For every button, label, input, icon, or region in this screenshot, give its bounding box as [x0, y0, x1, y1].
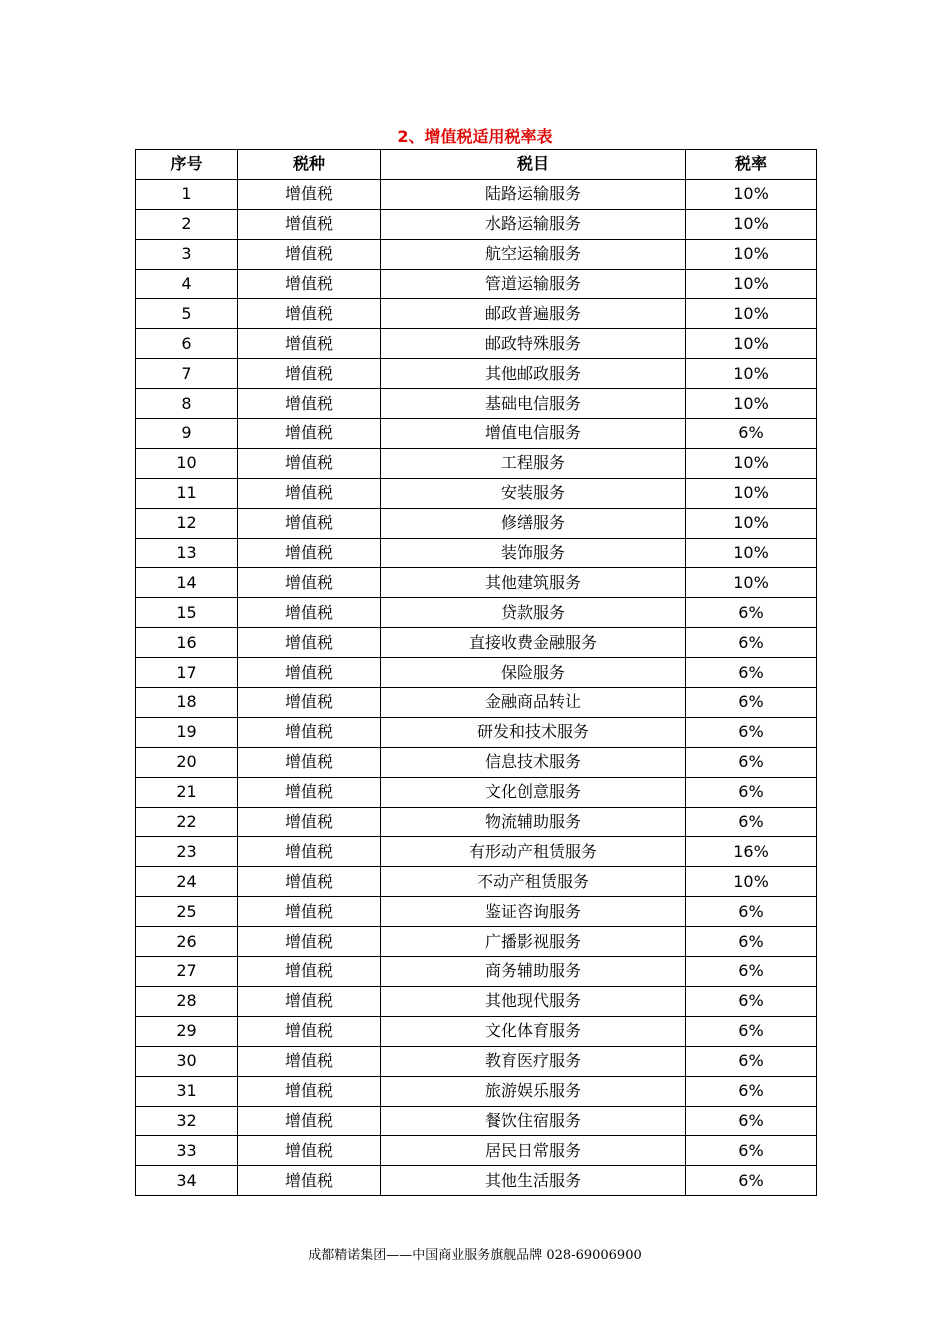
cell-tax-rate: 6%	[686, 658, 817, 688]
cell-tax-type: 增值税	[238, 1076, 381, 1106]
cell-index: 11	[136, 478, 238, 508]
cell-tax-rate: 6%	[686, 777, 817, 807]
cell-index: 4	[136, 269, 238, 299]
cell-index: 2	[136, 209, 238, 239]
cell-index: 10	[136, 448, 238, 478]
cell-index: 13	[136, 538, 238, 568]
table-body	[136, 179, 817, 1195]
table-row	[136, 986, 817, 1016]
cell-tax-rate: 16%	[686, 837, 817, 867]
cell-tax-type: 增值税	[238, 389, 381, 419]
cell-tax-type: 增值税	[238, 359, 381, 389]
table-row	[136, 1076, 817, 1106]
cell-tax-item: 其他现代服务	[381, 986, 686, 1016]
cell-tax-type: 增值税	[238, 598, 381, 628]
cell-tax-item: 广播影视服务	[381, 927, 686, 957]
table-row	[136, 209, 817, 239]
cell-index: 16	[136, 628, 238, 658]
cell-tax-type: 增值税	[238, 448, 381, 478]
table-row	[136, 508, 817, 538]
cell-tax-rate: 6%	[686, 927, 817, 957]
cell-tax-rate: 6%	[686, 897, 817, 927]
cell-tax-rate: 10%	[686, 359, 817, 389]
table-row	[136, 478, 817, 508]
cell-tax-type: 增值税	[238, 329, 381, 359]
cell-tax-rate: 6%	[686, 419, 817, 449]
cell-index: 26	[136, 927, 238, 957]
cell-tax-item: 教育医疗服务	[381, 1046, 686, 1076]
cell-tax-item: 贷款服务	[381, 598, 686, 628]
vat-rate-table	[135, 149, 817, 1196]
table-row	[136, 568, 817, 598]
cell-index: 6	[136, 329, 238, 359]
cell-tax-type: 增值税	[238, 1046, 381, 1076]
table-row	[136, 1166, 817, 1196]
table-row	[136, 329, 817, 359]
cell-tax-item: 陆路运输服务	[381, 179, 686, 209]
cell-tax-item: 不动产租赁服务	[381, 867, 686, 897]
cell-tax-type: 增值税	[238, 688, 381, 718]
cell-tax-item: 装饰服务	[381, 538, 686, 568]
cell-tax-type: 增值税	[238, 538, 381, 568]
cell-tax-item: 居民日常服务	[381, 1136, 686, 1166]
cell-tax-type: 增值税	[238, 1016, 381, 1046]
cell-tax-type: 增值税	[238, 299, 381, 329]
cell-tax-type: 增值税	[238, 419, 381, 449]
cell-tax-type: 增值税	[238, 957, 381, 987]
cell-tax-rate: 6%	[686, 807, 817, 837]
header-tax-type: 税种	[238, 150, 381, 180]
header-tax-item: 税目	[381, 150, 686, 180]
cell-tax-item: 有形动产租赁服务	[381, 837, 686, 867]
cell-index: 21	[136, 777, 238, 807]
cell-index: 7	[136, 359, 238, 389]
cell-index: 31	[136, 1076, 238, 1106]
cell-tax-item: 基础电信服务	[381, 389, 686, 419]
header-tax-rate: 税率	[686, 150, 817, 180]
cell-tax-item: 邮政特殊服务	[381, 329, 686, 359]
cell-tax-item: 商务辅助服务	[381, 957, 686, 987]
cell-index: 9	[136, 419, 238, 449]
cell-tax-rate: 10%	[686, 239, 817, 269]
table-row	[136, 359, 817, 389]
cell-tax-item: 物流辅助服务	[381, 807, 686, 837]
cell-index: 15	[136, 598, 238, 628]
cell-index: 27	[136, 957, 238, 987]
cell-tax-rate: 6%	[686, 1136, 817, 1166]
cell-index: 25	[136, 897, 238, 927]
cell-tax-item: 餐饮住宿服务	[381, 1106, 686, 1136]
cell-tax-rate: 6%	[686, 1166, 817, 1196]
cell-tax-rate: 6%	[686, 688, 817, 718]
cell-index: 18	[136, 688, 238, 718]
cell-tax-rate: 10%	[686, 329, 817, 359]
cell-tax-type: 增值税	[238, 927, 381, 957]
cell-tax-item: 安装服务	[381, 478, 686, 508]
cell-index: 34	[136, 1166, 238, 1196]
cell-tax-type: 增值税	[238, 478, 381, 508]
table-row	[136, 389, 817, 419]
cell-index: 30	[136, 1046, 238, 1076]
table-row	[136, 717, 817, 747]
cell-index: 5	[136, 299, 238, 329]
cell-index: 1	[136, 179, 238, 209]
table-row	[136, 807, 817, 837]
cell-tax-item: 文化体育服务	[381, 1016, 686, 1046]
cell-tax-item: 信息技术服务	[381, 747, 686, 777]
cell-index: 17	[136, 658, 238, 688]
cell-index: 8	[136, 389, 238, 419]
cell-tax-rate: 6%	[686, 1016, 817, 1046]
cell-tax-rate: 10%	[686, 538, 817, 568]
cell-tax-rate: 10%	[686, 299, 817, 329]
cell-tax-type: 增值税	[238, 658, 381, 688]
cell-tax-item: 航空运输服务	[381, 239, 686, 269]
table-row	[136, 837, 817, 867]
cell-tax-rate: 10%	[686, 508, 817, 538]
cell-tax-type: 增值税	[238, 179, 381, 209]
table-row	[136, 1046, 817, 1076]
table-row	[136, 419, 817, 449]
cell-tax-item: 金融商品转让	[381, 688, 686, 718]
cell-tax-type: 增值税	[238, 837, 381, 867]
cell-tax-type: 增值税	[238, 717, 381, 747]
cell-tax-rate: 6%	[686, 1106, 817, 1136]
cell-tax-type: 增值税	[238, 867, 381, 897]
cell-tax-type: 增值税	[238, 897, 381, 927]
cell-tax-rate: 6%	[686, 957, 817, 987]
cell-tax-rate: 10%	[686, 568, 817, 598]
cell-index: 19	[136, 717, 238, 747]
cell-tax-rate: 10%	[686, 269, 817, 299]
cell-tax-item: 水路运输服务	[381, 209, 686, 239]
cell-tax-rate: 6%	[686, 986, 817, 1016]
cell-index: 14	[136, 568, 238, 598]
table-row	[136, 269, 817, 299]
cell-tax-rate: 10%	[686, 209, 817, 239]
cell-tax-type: 增值税	[238, 1136, 381, 1166]
cell-tax-rate: 10%	[686, 448, 817, 478]
cell-index: 12	[136, 508, 238, 538]
cell-tax-item: 增值电信服务	[381, 419, 686, 449]
cell-index: 33	[136, 1136, 238, 1166]
cell-tax-rate: 6%	[686, 717, 817, 747]
table-row	[136, 239, 817, 269]
cell-tax-rate: 6%	[686, 1076, 817, 1106]
table-row	[136, 658, 817, 688]
cell-index: 28	[136, 986, 238, 1016]
cell-tax-item: 其他邮政服务	[381, 359, 686, 389]
cell-tax-type: 增值税	[238, 628, 381, 658]
table-row	[136, 927, 817, 957]
table-row	[136, 957, 817, 987]
cell-tax-item: 研发和技术服务	[381, 717, 686, 747]
table-row	[136, 747, 817, 777]
cell-tax-rate: 6%	[686, 628, 817, 658]
table-row	[136, 688, 817, 718]
cell-tax-type: 增值税	[238, 986, 381, 1016]
table-row	[136, 448, 817, 478]
cell-tax-rate: 10%	[686, 389, 817, 419]
table-row	[136, 1016, 817, 1046]
page-title: 2、增值税适用税率表	[397, 127, 553, 146]
cell-tax-item: 修缮服务	[381, 508, 686, 538]
cell-tax-rate: 10%	[686, 867, 817, 897]
table-row	[136, 538, 817, 568]
table-row	[136, 1136, 817, 1166]
cell-tax-type: 增值税	[238, 1106, 381, 1136]
cell-tax-rate: 6%	[686, 1046, 817, 1076]
table-row	[136, 867, 817, 897]
cell-tax-item: 旅游娱乐服务	[381, 1076, 686, 1106]
cell-index: 23	[136, 837, 238, 867]
table-row	[136, 628, 817, 658]
cell-tax-item: 工程服务	[381, 448, 686, 478]
cell-tax-type: 增值税	[238, 508, 381, 538]
cell-index: 29	[136, 1016, 238, 1046]
cell-index: 22	[136, 807, 238, 837]
cell-tax-type: 增值税	[238, 209, 381, 239]
cell-tax-rate: 6%	[686, 598, 817, 628]
cell-tax-type: 增值税	[238, 777, 381, 807]
cell-tax-item: 邮政普遍服务	[381, 299, 686, 329]
cell-index: 24	[136, 867, 238, 897]
table-header-row	[136, 150, 817, 180]
cell-tax-item: 直接收费金融服务	[381, 628, 686, 658]
cell-tax-item: 管道运输服务	[381, 269, 686, 299]
cell-tax-item: 其他建筑服务	[381, 568, 686, 598]
table-row	[136, 179, 817, 209]
table-row	[136, 777, 817, 807]
cell-tax-type: 增值税	[238, 807, 381, 837]
table-row	[136, 1106, 817, 1136]
table-row	[136, 897, 817, 927]
cell-tax-type: 增值税	[238, 747, 381, 777]
cell-tax-item: 鉴证咨询服务	[381, 897, 686, 927]
cell-tax-item: 其他生活服务	[381, 1166, 686, 1196]
cell-tax-type: 增值税	[238, 1166, 381, 1196]
cell-tax-type: 增值税	[238, 239, 381, 269]
cell-tax-type: 增值税	[238, 568, 381, 598]
cell-index: 20	[136, 747, 238, 777]
cell-tax-type: 增值税	[238, 269, 381, 299]
cell-tax-rate: 6%	[686, 747, 817, 777]
cell-index: 32	[136, 1106, 238, 1136]
table-row	[136, 598, 817, 628]
cell-index: 3	[136, 239, 238, 269]
header-index: 序号	[136, 150, 238, 180]
cell-tax-item: 文化创意服务	[381, 777, 686, 807]
table-row	[136, 299, 817, 329]
cell-tax-rate: 10%	[686, 478, 817, 508]
cell-tax-item: 保险服务	[381, 658, 686, 688]
footer: 成都精诺集团——中国商业服务旗舰品牌 028-69006900	[308, 1248, 642, 1263]
cell-tax-rate: 10%	[686, 179, 817, 209]
